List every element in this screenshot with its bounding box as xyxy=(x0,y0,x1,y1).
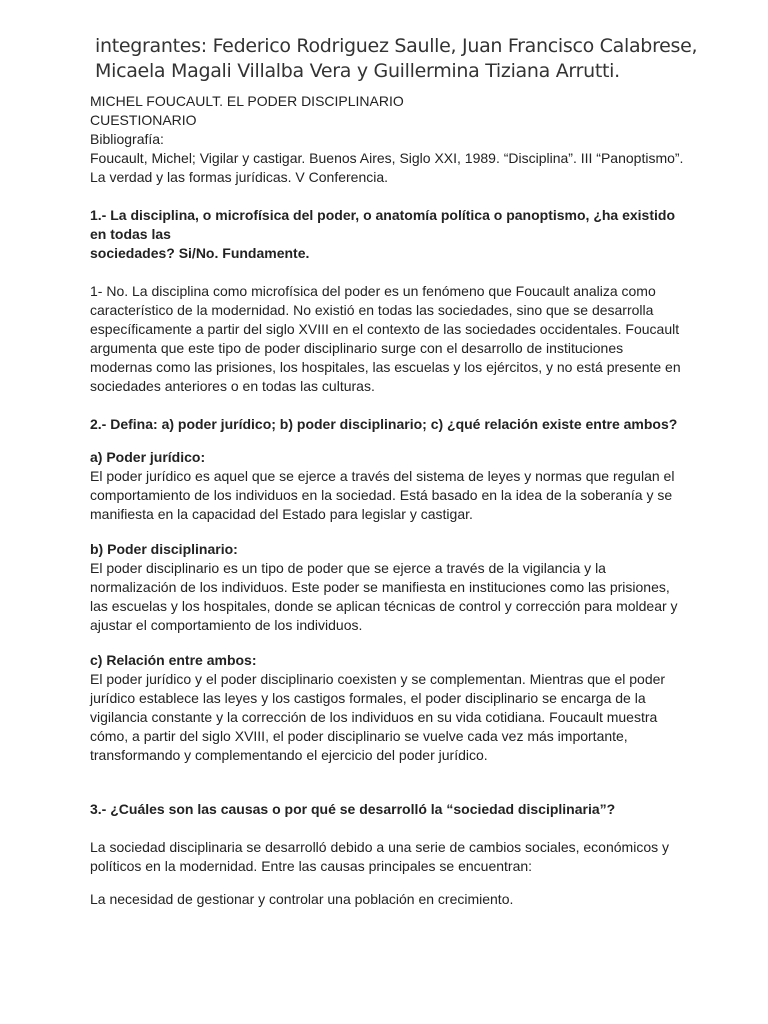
answer-1-line: argumenta que este tipo de poder disciplinario surge con el desarrollo de instituciones xyxy=(90,340,624,356)
section-b-line: El poder disciplinario es un tipo de poder que se ejerce a través de la vigilancia y la xyxy=(90,560,606,576)
section-c-line: cómo, a partir del siglo XVIII, el poder disciplinario se vuelve cada vez más importante, xyxy=(90,728,628,744)
question-3-cause-1: La necesidad de gestionar y controlar una población en crecimiento. xyxy=(90,891,514,907)
section-c-line: transformando y complementando el ejercicio del poder jurídico. xyxy=(90,747,488,763)
answer-1-line: específicamente a partir del siglo XVIII en el contexto de las sociedades occidentales. Foucault xyxy=(90,321,680,337)
question-3-intro-line: La sociedad disciplinaria se desarrolló debido a una serie de cambios sociales, económicos y xyxy=(90,839,669,855)
section-c-heading: c) Relación entre ambos: xyxy=(90,652,257,668)
section-a-text xyxy=(90,467,690,524)
answer-1 xyxy=(90,282,690,396)
section-c-line: vigilancia constante y la corrección de los individuos en su vida cotidiana. Foucault muestra xyxy=(90,709,658,725)
question-3-intro-line: políticos en la modernidad. Entre las causas principales se encuentran: xyxy=(90,858,533,874)
question-1 xyxy=(90,206,690,263)
section-c-text xyxy=(90,670,690,765)
section-b-heading: b) Poder disciplinario: xyxy=(90,541,238,557)
section-b-line: normalización de los individuos. Este poder se manifiesta en instituciones como las prisiones, xyxy=(90,579,670,595)
bibliography-line-2: La verdad y las formas jurídicas. V Conferencia. xyxy=(90,169,389,185)
document-body xyxy=(90,92,690,909)
question-1-line-3: sociedades? Si/No. Fundamente. xyxy=(90,245,310,261)
section-b-line: ajustar el comportamiento de los individuos. xyxy=(90,617,363,633)
section-a-line: manifiesta en la capacidad del Estado para legislar y castigar. xyxy=(90,506,473,522)
section-c-line: El poder jurídico y el poder disciplinario coexisten y se complementan. Mientras que el poder xyxy=(90,671,666,687)
section-a-line: comportamiento de los individuos en la sociedad. Está basado en la idea de la soberanía y se xyxy=(90,487,673,503)
members-header xyxy=(95,34,745,84)
section-a-line: El poder jurídico es aquel que se ejerce a través del sistema de leyes y normas que regulan el xyxy=(90,468,675,484)
question-2: 2.- Defina: a) poder jurídico; b) poder disciplinario; c) ¿qué relación existe entre ambos? xyxy=(90,416,678,432)
answer-1-line: sociedades anteriores o en todas las culturas. xyxy=(90,378,375,394)
members-line-1: integrantes: Federico Rodriguez Saulle, Juan Francisco Calabrese, xyxy=(95,35,698,57)
question-1-line-1: 1.- La disciplina, o microfísica del poder, o anatomía política o panoptismo, ¿ha existido xyxy=(90,207,675,223)
question-3-intro xyxy=(90,838,690,876)
document-subtitle: CUESTIONARIO xyxy=(90,112,197,128)
section-c-line: jurídico establece las leyes y los castigos formales, el poder disciplinario se encarga de la xyxy=(90,690,646,706)
section-b-text xyxy=(90,559,690,635)
answer-1-line: característico de la modernidad. No existió en todas las sociedades, sino que se desarrolla xyxy=(90,302,654,318)
question-3: 3.- ¿Cuáles son las causas o por qué se desarrolló la “sociedad disciplinaria”? xyxy=(90,801,616,817)
question-1-line-2: en todas las xyxy=(90,226,171,242)
bibliography-label: Bibliografía: xyxy=(90,131,164,147)
section-b-line: las escuelas y los hospitales, donde se aplican técnicas de control y corrección para moldear y xyxy=(90,598,678,614)
members-line-2: Micaela Magali Villalba Vera y Guillermina Tiziana Arrutti. xyxy=(95,60,620,82)
bibliography-line-1: Foucault, Michel; Vigilar y castigar. Buenos Aires, Siglo XXI, 1989. “Disciplina”. III “Panoptismo”. xyxy=(90,150,684,166)
answer-1-line: 1- No. La disciplina como microfísica del poder es un fenómeno que Foucault analiza como xyxy=(90,283,656,299)
document-title: MICHEL FOUCAULT. EL PODER DISCIPLINARIO xyxy=(90,93,404,109)
answer-1-line: modernas como las prisiones, los hospitales, las escuelas y los ejércitos, y no está presente en xyxy=(90,359,681,375)
section-a-heading: a) Poder jurídico: xyxy=(90,449,206,465)
